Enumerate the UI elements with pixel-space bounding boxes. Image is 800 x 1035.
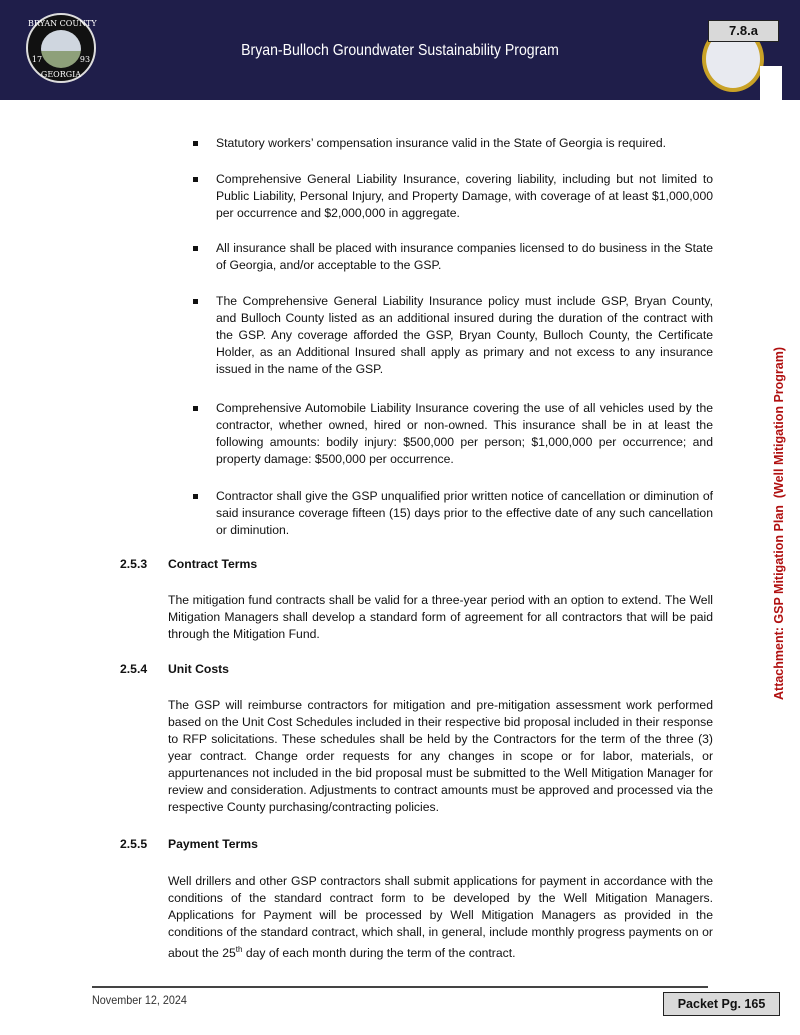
- bullet-icon: [193, 494, 198, 499]
- program-title: Bryan-Bulloch Groundwater Sustainability Program: [241, 42, 559, 59]
- section-number: 2.5.4: [120, 662, 148, 676]
- seal-top-text: BRYAN COUNTY: [28, 19, 97, 28]
- ordinal-superscript: th: [235, 945, 243, 954]
- section-heading: [120, 662, 229, 676]
- bullet-icon: [193, 406, 198, 411]
- bullet-item: Comprehensive Automobile Liability Insurance covering the use of all vehicles used by the contractor, whether owned, hired or non-owned. This insurance shall be in at least the following amounts: bodily injury: $500,000 per person; $1,000,000 per occurrence; and property damage: $500,000 per occurrence.: [216, 401, 713, 466]
- attachment-side-label: Attachment: GSP Mitigation Plan (Well Mitigation Program): [772, 346, 786, 700]
- section-number: 2.5.5: [120, 837, 148, 851]
- bullet-icon: [193, 141, 198, 146]
- section-title: Unit Costs: [168, 662, 229, 676]
- section-title: Payment Terms: [168, 837, 258, 851]
- bullet-item: All insurance shall be placed with insurance companies licensed to do business in the State of Georgia, and/or acceptable to the GSP.: [216, 241, 713, 272]
- footer-date: November 12, 2024: [92, 993, 187, 1007]
- section-title: Contract Terms: [168, 557, 258, 571]
- section-heading: [120, 837, 258, 851]
- bullet-icon: [193, 299, 198, 304]
- section-paragraph: The mitigation fund contracts shall be valid for a three-year period with an option to extend. The Well Mitigation Managers shall develop a standard form of agreement for all contractors that will be paid through the Mitigation Fund.: [168, 593, 713, 641]
- section-paragraph: The GSP will reimburse contractors for mitigation and pre-mitigation assessment work performed based on the Unit Cost Schedules included in their respective bid proposal included in their response to RFP solicitations. These schedules shall be held by the Contractors for the term of the three (3) year contract. Change order requests for any changes in scope or for labor, materials, or appurtenances not included in the bid proposal must be submitted to the Well Mitigation Manager for review and consideration. Adjustments to contract amounts must be approved and processed via the respective County purchasing/contracting policies.: [168, 698, 713, 814]
- section-heading: [120, 557, 257, 571]
- section-paragraph: Well drillers and other GSP contractors shall submit applications for payment in accordance with the conditions of the standard contract form to be developed by the Well Mitigation Managers. Applications for Payment will be processed by Well Mitigation Managers as provided in the conditions of the standard contract, which shall, in general, include monthly progress payments on or about the 25th day of each month during the term of the contract.: [168, 874, 713, 961]
- section-number: 2.5.3: [120, 557, 148, 571]
- bullet-item: Contractor shall give the GSP unqualified prior written notice of cancellation or diminution of said insurance coverage fifteen (15) days prior to the effective date of any such cancellation or diminution.: [216, 489, 713, 537]
- bullet-item: Comprehensive General Liability Insurance, covering liability, including but not limited to Public Liability, Personal Injury, and Property Damage, with coverage of at least $1,000,000 per occurrence and $2,000,000 in aggregate.: [216, 172, 713, 220]
- seal-year-left: 17: [31, 55, 43, 64]
- packet-page-badge: Packet Pg. 165: [663, 992, 780, 1016]
- page-header: [0, 0, 800, 100]
- header-tab-mark: [760, 66, 782, 100]
- seal-bottom-text: GEORGIA: [40, 70, 82, 79]
- bullet-icon: [193, 177, 198, 182]
- bullet-icon: [193, 246, 198, 251]
- bullet-item: Statutory workers’ compensation insurance valid in the State of Georgia is required.: [216, 136, 667, 150]
- footer-divider: [92, 986, 708, 988]
- bullet-item: The Comprehensive General Liability Insurance policy must include GSP, Bryan County, and Bulloch County listed as an additional insured during the duration of the contract with the GSP. Any coverage afforded the GSP, Bryan County, Bulloch County, the Certificate Holder, as an Additional Insured shall apply as primary and not excess to any insurance issued in the name of the GSP.: [216, 294, 713, 376]
- agenda-item-badge: 7.8.a: [708, 20, 779, 42]
- seal-year-right: 93: [79, 55, 91, 64]
